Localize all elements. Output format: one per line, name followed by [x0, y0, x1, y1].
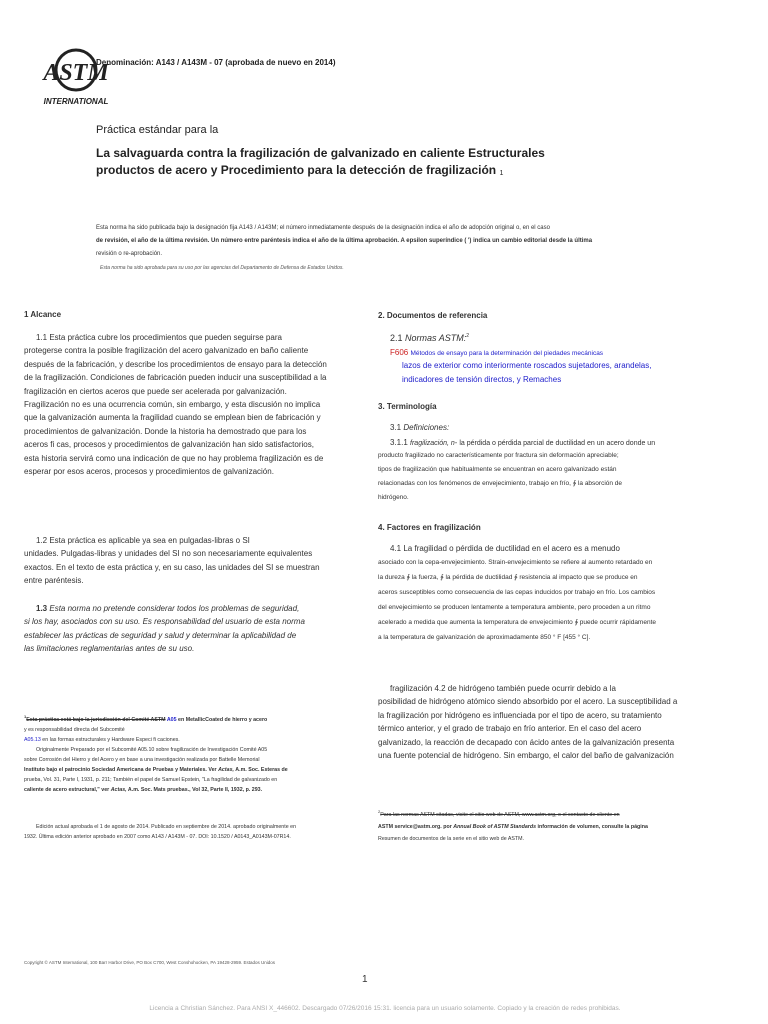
footnote-text: Para las normas ASTM citadas, visite el sitio web de ASTM, www.astm.org, o el contacto de cliente en — [380, 811, 620, 818]
committee-link[interactable]: A05 — [166, 716, 177, 723]
ref-title-line[interactable]: lazos de exterior como interiormente roscados sujetadores, arandelas, — [402, 361, 652, 371]
ref-code-link[interactable]: F606 — [390, 348, 409, 357]
footnote-line: prueba, Vol. 31, Parte I, 1931, p. 211; También el papel de Samuel Epstein, "La fragilidad de galvanizado en — [24, 776, 278, 783]
intro-line: revisión o re-aprobación. — [96, 251, 163, 257]
paragraph-line: acelerado a medida que aumenta la temperatura de envejecimiento ∲ puede ocurrir rápidamente — [378, 619, 656, 627]
paragraph-line: posibilidad de hidrógeno atómico siendo absorbido por el acero. La susceptibilidad a — [378, 697, 678, 707]
paragraph-line: asociado con la cepa-envejecimiento. Strain-envejecimiento se refiere al aumento retardado en — [378, 559, 653, 567]
footnote-text: caliente de acero estructural," ver — [24, 786, 110, 793]
defined-term: fragilización, n- — [410, 440, 458, 447]
paragraph-line: galvanizado, la reacción de decapado con ácido antes de la galvanización presenta — [378, 737, 675, 747]
intro-line: de revisión, el año de la última revisión. Un número entre paréntesis indica el año de la última aprobación. A epsilon superíndice ( ') indica un cambio editorial desde la última — [96, 238, 593, 244]
intro-notice — [96, 222, 696, 261]
paragraph-line: entre paréntesis. — [24, 576, 84, 586]
intro-line: Esta norma ha sido publicada bajo la designación fija A143 / A143M; el número inmediatamente después de la designación indica el año de adopción original o, en el caso — [96, 225, 550, 231]
section-number: 3.1 — [390, 423, 402, 432]
footnote-italic: Annual Book of ASTM Standards — [453, 823, 537, 830]
title-footnote-ref: 1 — [499, 170, 504, 177]
subcommittee-link[interactable]: A05.13 — [24, 736, 41, 743]
paragraph-line: 1.1 Esta práctica cubre los procedimientos que pueden seguirse para — [36, 333, 282, 342]
paragraph-line: fragilización en ciertos aceros que puede ser acelerada por galvanización. — [24, 386, 287, 396]
astm-logo — [40, 48, 112, 106]
paragraph-line: producto fragilizado no característicamente por fractura sin deformación apreciable; — [378, 452, 619, 460]
footnote-text: en las formas estructurales y Hardware Especi fi caciones. — [42, 736, 180, 743]
footnote-text: A.m. Soc. Mats pruebas., Vol 32, Parte II, 1932, p. 293. — [127, 786, 263, 793]
paragraph-line: Fragilización no es una ocurrencia común, sin embargo, y esta discusión no implica — [24, 400, 321, 410]
footnote-text: en MetallicCoated de hierro y acero — [178, 716, 268, 723]
section-2-heading: 2. Documentos de referencia — [378, 311, 488, 320]
section-2-1 — [378, 330, 750, 345]
page-number: 1 — [362, 974, 368, 985]
ref-title-link[interactable]: Métodos de ensayo para la determinación del piedades mecánicas — [410, 350, 604, 357]
section-3-1-1 — [378, 436, 738, 503]
paragraph-line: esta historia servirá como una indicación de que no hay problema fragilización es de — [24, 453, 324, 463]
paragraph-line: unidades. Pulgadas-libras y unidades del SI no son necesariamente equivalentes — [24, 549, 313, 559]
paragraph-line: la dureza ∲ la fuerza, ∲ la pérdida de ductilidad ∲ resistencia al impacto que se produce en — [378, 574, 638, 582]
subsection-title: Normas ASTM: — [405, 333, 467, 343]
section-4-2 — [378, 682, 738, 762]
footnote-line: Resumen de documentos de la serie en el sitio web de ASTM. — [378, 835, 525, 842]
title-line1: La salvaguarda contra la fragilización de galvanizado en caliente Estructurales — [96, 146, 545, 160]
license-notice: Licencia a Christian Sánchez. Para ANSI X_446602. Descargado 07/26/2016 15:31. licencia para un usuario solamente. Copiado y la creación de redes prohibidas. — [149, 1005, 621, 1012]
section-number: 2.1 — [390, 333, 403, 343]
paragraph-line: protegerse contra la posible fragilización del acero galvanizado en baño caliente — [24, 346, 309, 356]
footnote-1: $^1$Esta práctica está bajo la jurisdicción del Comité ASTM A05 en MetallicCoated de hierro y acero y es responsabilidad directa del Subcomité A05.13 en las formas estructurales y Hardware Especi fi caciones. Originalmente Preparado por el Subcomité A05.10 sobre fragilización de Investigación Comité A05 sobre Corrosión del Hierro y del Acero y en base a una investigación realizada por Battelle Memorial Instituto bajo el patrocinio Sociedad Americana de Pruebas y Materiales. Ver Actas, A.m. Soc. Esteras de prueba, Vol. 31, Parte I, 1931, p. 211; También el papel de Samuel Epstein, "La fragilidad de galvanizado en caliente de acero estructural," ver Actas, A.m. Soc. Mats pruebas., Vol 32, Parte II, 1932, p. 293. — [24, 712, 364, 795]
paragraph-line: si los hay, asociados con su uso. Es responsabilidad del usuario de esta norma — [24, 617, 305, 627]
section-number: 3.1.1 — [390, 438, 408, 447]
footnote-text: A.m. Soc. Esteras de — [235, 766, 288, 773]
footnote-line: sobre Corrosión del Hierro y del Acero y en base a una investigación realizada por Battelle Memorial — [24, 756, 260, 763]
footnote-2: $^2$Para las normas ASTM citadas, visite el sitio web de ASTM, www.astm.org, o el contacto de cliente en ASTM service@astm.org. por Annual Book of ASTM Standards información de volumen, consulte la página Resumen de documentos de la serie en el sitio web de ASTM. — [378, 806, 738, 845]
paragraph-line: 4.1 La fragilidad o pérdida de ductilidad en el acero es a menudo — [390, 544, 620, 553]
ref-title-line[interactable]: indicadores de tensión directos, y Remaches — [402, 374, 562, 384]
definition-text: la pérdida o pérdida parcial de ductilidad en un acero donde un — [459, 440, 656, 447]
paragraph-line: que la galvanización aumenta la fragilidad cuando se emplean bien de fabricación y — [24, 413, 321, 423]
subsection-title: Definiciones: — [403, 423, 450, 432]
footnote-italic: Actas, — [218, 766, 235, 773]
paragraph-line: tipos de fragilización que habitualmente se encuentran en acero galvanizado están — [378, 466, 617, 474]
paragraph-line: esperar por esos aceros, procesos y procedimientos de galvanización. — [24, 467, 274, 477]
paragraph-line: relacionadas con los fenómenos de envejecimiento, trabajo en frío, ∲ la absorción de — [378, 480, 623, 488]
section-4-1 — [378, 542, 738, 643]
paragraph-line: aceros fi cas, procesos y procedimientos de galvanización han sido satisfactorios, — [24, 440, 314, 450]
paragraph-line: procedimientos de galvanización. Donde la historia ha demostrado que para los — [24, 426, 307, 436]
paragraph-line: fragilización 4.2 de hidrógeno también puede ocurrir debido a la — [390, 684, 616, 693]
section-1-1 — [24, 331, 360, 478]
title-line2 — [96, 163, 736, 177]
logo-subtext: INTERNATIONAL — [43, 97, 109, 106]
reference-f606 — [390, 346, 750, 386]
footnote-text: Instituto bajo el patrocinio Sociedad Americana de Pruebas y Materiales. Ver — [24, 766, 217, 773]
section-4-heading: 4. Factores en fragilización — [378, 523, 481, 532]
footnote-text: ASTM service@astm.org. por — [378, 823, 452, 830]
dod-approval: Esta norma ha sido aprobada para su uso por las agencias del Departamento de Defensa de Estados Unidos. — [100, 265, 344, 271]
footnote-line: 1932. Última edición anterior aprobado en 2007 como A143 / A143M - 07. DOI: 10.1520 / A0143_A0143M-07R14. — [24, 834, 291, 840]
standard-label: Práctica estándar para la — [96, 124, 219, 136]
footnote-text: información de volumen, consulte la página — [537, 823, 648, 830]
paragraph-line: del envejecimiento se producen lentamente a temperatura ambiente, pero proceden a un ritmo — [378, 604, 651, 612]
paragraph-line: de la fragilización. Condiciones de fabricación pueden inducir una susceptibilidad a la — [24, 373, 327, 383]
logo-text: ASTM — [43, 60, 109, 86]
paragraph-line: hidrógeno. — [378, 494, 409, 502]
paragraph-line: 1.2 Esta práctica es aplicable ya sea en pulgadas-libras o SI — [36, 536, 250, 545]
paragraph-line: la fragilización por hidrógeno es influenciada por el tipo de acero, su tratamiento — [378, 710, 662, 720]
section-number: 1.3 — [36, 604, 48, 613]
footnote-ref: 2 — [466, 333, 469, 339]
footnote-text: Esta práctica está bajo la jurisdicción del Comité ASTM — [26, 716, 166, 723]
section-1-heading: 1 Alcance — [24, 310, 62, 319]
section-1-2 — [24, 534, 360, 588]
footnote-line: Edición actual aprobada el 1 de agosto de 2014. Publicado en septiembre de 2014. aprobado originalmente en — [36, 824, 297, 830]
paragraph-line: a la temperatura de galvanización de aproximadamente 850 ° F [455 ° C]. — [378, 634, 591, 642]
title-line2-text: productos de acero y Procedimiento para la detección de fragilización — [96, 163, 497, 177]
edition-note — [24, 822, 364, 842]
paragraph-line: establecer las prácticas de seguridad y salud y determinar la aplicabilidad de — [24, 630, 297, 640]
paragraph-line: después de la fabricación, y describe los procedimientos de ensayo para la detección — [24, 359, 327, 369]
section-3-heading: 3. Terminología — [378, 402, 437, 411]
paragraph-line: aceros susceptibles como consecuencia de las cepas inducidos por trabajo en frío. Los cambios — [378, 589, 656, 597]
footnote-italic: Actas, — [110, 786, 127, 793]
section-1-3 — [24, 602, 360, 656]
paragraph-line: térmico anterior, y el grado de trabajo en frío anterior. En el caso del acero — [378, 724, 642, 734]
paragraph-line: Esta norma no pretende considerar todos los problemas de seguridad, — [49, 604, 300, 613]
paragraph-line: exactos. En el texto de esta práctica y, en su caso, las unidades del SI se muestran — [24, 562, 320, 572]
section-3-1 — [378, 421, 750, 434]
footnote-line: y es responsabilidad directa del Subcomité — [24, 726, 125, 733]
designation: Denominación: A143 / A143M - 07 (aprobada de nuevo en 2014) — [96, 58, 336, 67]
paragraph-line: una fuente potencial de hidrógeno. Sin embargo, el calor del baño de galvanización — [378, 751, 674, 761]
footnote-line: Originalmente Preparado por el Subcomité A05.10 sobre fragilización de Investigación Comité A05 — [36, 746, 268, 753]
paragraph-line: las limitaciones reglamentarias antes de su uso. — [24, 644, 195, 654]
copyright: Copyright © ASTM International, 100 Barr Harbor Drive, PO Box C700, West Conshohocken, PA 19428-2959. Estados Unidos — [24, 960, 276, 965]
